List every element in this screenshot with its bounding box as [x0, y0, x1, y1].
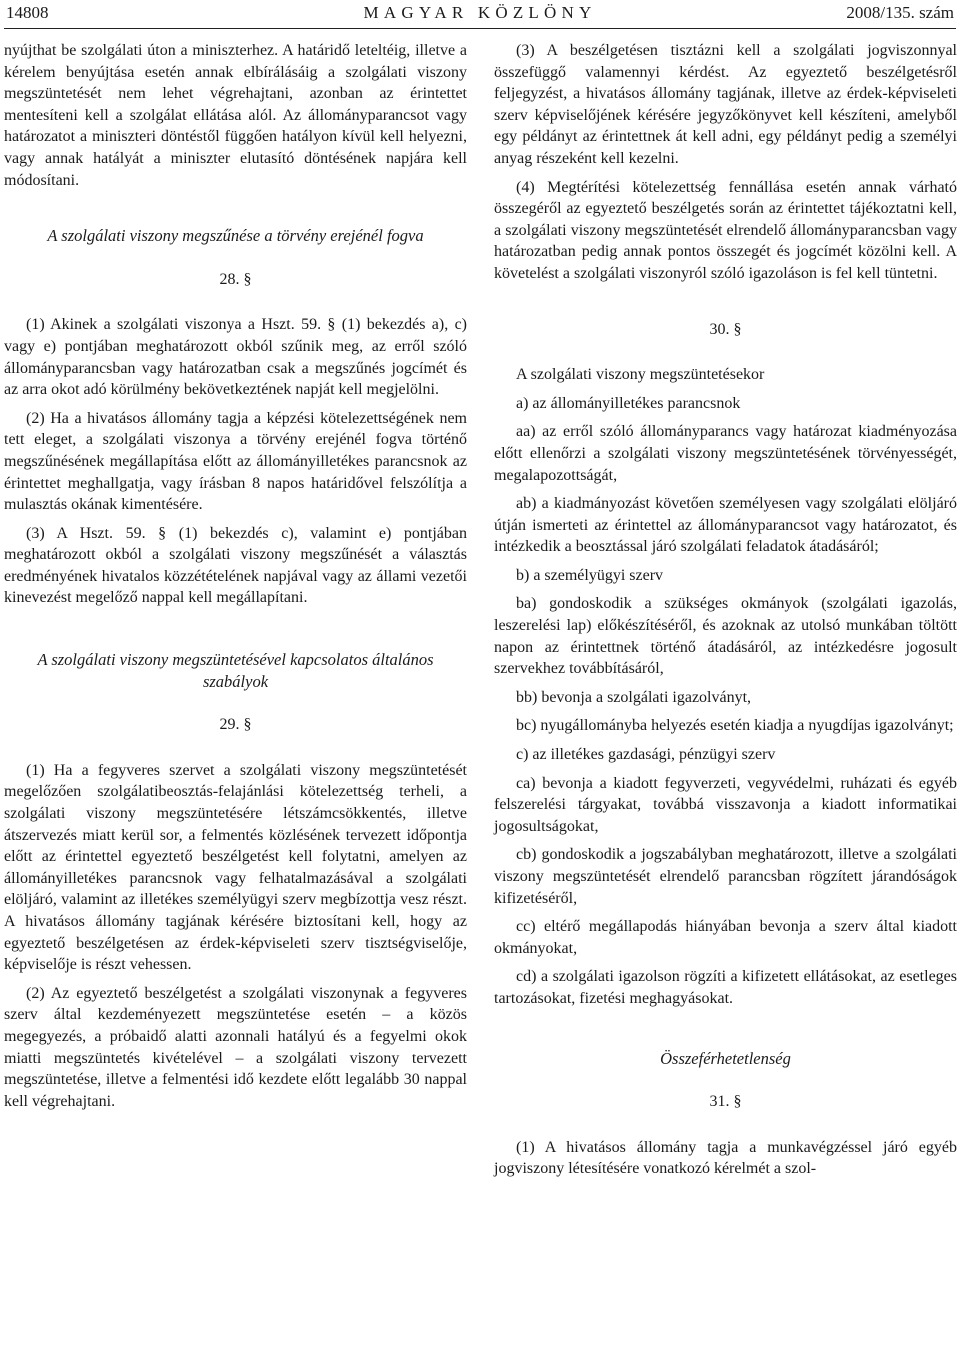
paragraph: (1) Ha a fegyveres szervet a szolgálati viszony megszüntetését megelőzően szolgálatibeosztás-felajánlási kötelezettség terheli, a szolgálati viszony megszüntetésére létszámcsökkentés, illetve átszervezés miatt kerül sor, a felmentés közlésének tervezett időpontja előtt az érintettel egyeztető beszélgetést kell folytatni, amelyen az állományilletékes parancsnok vagy felhatalmazásával a szolgálati elöljáró, valamint az illetékes személyügyi szerv megbízottja vesz részt. A hivatásos állomány tagjának kérésére biztosítani kell, hogy az egyeztető beszélgetésen az érdek-képviseleti szerv tisztségviselője, képviselője is részt vehessen.: [4, 761, 467, 974]
paragraph: (3) A Hszt. 59. § (1) bekezdés c), valamint e) pontjában meghatározott okból a szolgálati viszony megszűnését a választás eredményének hivatalos közzétételének napjával vagy az állami vezetői kinevezést megelőző nappal kell megállapítani.: [4, 524, 467, 607]
list-item: b) a személyügyi szerv: [516, 566, 664, 584]
section-heading: A szolgálati viszony megszűnése a törvény erejénél fogva: [47, 226, 424, 246]
page-header: [6, 0, 954, 26]
paragraph: (3) A beszélgetésen tisztázni kell a szolgálati jogviszonnyal összefüggő valamennyi kérdést. Az egyeztető beszélgetésről feljegyzést, a hivatásos állomány tagjának, illetve az érdek-képviseleti szerv képviselőjének kérésére jegyzőkönyvet kell készíteni, amelyből egy példányt az érintettnek át kell adni, egy példányt pedig a személyi anyag részeként kell kezelni.: [494, 42, 957, 167]
paragraph: (2) Az egyeztető beszélgetést a szolgálati viszonynak a fegyveres szerv által kezdeményezett megszüntetése esetén – a közös megegyezés, a próbaidő alatti azonnali hatályú és a fegyelmi okok miatti megszüntetés kivételével – a szolgálati viszony tervezett megszüntetése, illetve a felmentési idő kezdete előtt legalább 30 nappal kell végrehajtani.: [4, 984, 467, 1110]
section-heading: A szolgálati viszony megszüntetésével kapcsolatos általános szabályok: [37, 650, 434, 691]
list-item: ba) gondoskodik a szükséges okmányok (szolgálati igazolás, leszerelési lap) előkészítéséről, és azoknak az utolsó munkában töltött napon az érintettnek történő átadásáról, az intézkedésre jogosult szervekhez továbbításáról,: [494, 595, 957, 678]
list-item: cc) eltérő megállapodás hiányában bevonja a szerv által kiadott okmányokat,: [494, 918, 957, 957]
paragraph: A szolgálati viszony megszüntetésekor: [516, 366, 765, 384]
list-item: c) az illetékes gazdasági, pénzügyi szerv: [516, 746, 776, 764]
right-column: [494, 40, 957, 1187]
list-item: cd) a szolgálati igazolson rögzíti a kifizetett ellátásokat, az esetleges tartozásokat, fizetési meghagyásokat.: [494, 968, 957, 1007]
list-item: a) az állományilletékes parancsnok: [516, 394, 741, 412]
page-number: 14808: [6, 3, 49, 22]
issue-number: 2008/135. szám: [846, 3, 954, 22]
paragraph: (1) A hivatásos állomány tagja a munkavégzéssel járó egyéb jogviszony létesítésére vonatkozó kérelmét a szol-: [494, 1138, 957, 1178]
paragraph: (2) Ha a hivatásos állomány tagja a képzési kötelezettségének nem tett eleget, a szolgálati viszonya a törvény erejénél fogva történő megszűnésének megállapítása előtt az állományilletékes parancsnok az érintettet meghallgatja, vagy írásban 8 napos határidővel felszólítja a mulasztás okának kimentésére.: [4, 409, 467, 514]
list-item: ca) bevonja a kiadott fegyverzeti, vegyvédelmi, ruházati és egyéb felszerelési tárgyakat, továbbá visszavonja a kiadott informatikai jogosultságokat,: [494, 774, 957, 835]
section-number: 31. §: [709, 1093, 742, 1111]
list-item: ab) a kiadmányozást követően személyesen vagy szolgálati elöljáró útján ismerteti az érintettel az állományparancsot vagy határozatot, és intézkedik a beosztással járó szolgálati feladatok átadásáról;: [494, 495, 957, 556]
left-column: [4, 40, 467, 1119]
list-item: aa) az erről szóló állományparancs vagy határozat kiadményozása előtt ellenőrzi a szolgálati viszony megszüntetésének törvényességét, megalapozottságát,: [494, 423, 957, 484]
section-heading: Összeférhetetlenség: [660, 1048, 791, 1068]
paragraph: (4) Megtérítési kötelezettség fennállása esetén annak várható összegéről az egyeztető beszélgetés során az érintettet tájékoztatni kell, a szolgálati viszony megszüntetését elrendelő állományparancsban vagy határozatban pedig annak pontos összegét és jogcímét közölni kell. A követelést a szolgálati viszonyról szóló igazoláson is fel kell tüntetni.: [494, 178, 957, 282]
section-number: 28. §: [219, 270, 252, 288]
section-number: 29. §: [219, 716, 252, 734]
list-item: bc) nyugállományba helyezés esetén kiadja a nyugdíjas igazolványt;: [516, 717, 954, 735]
paragraph: (1) Akinek a szolgálati viszonya a Hszt. 59. § (1) bekezdés a), c) vagy e) pontjában meghatározott okból szűnik meg, az erről szóló állományparancsban vagy határozatban csak a megszűnés jogcímét és az arra okot adó körülmény bekövetkeztének napját kell megjelölni.: [4, 316, 467, 399]
header-rule: [4, 28, 956, 29]
paragraph: nyújthat be szolgálati úton a miniszterhez. A határidő leteltéig, illetve a kérelem benyújtása esetén annak elbírálásáig a szolgálati viszony megszüntetését nem lehet végrehajtani, azonban az érintettet mentesíteni kell a szolgálat ellátása alól. Az állományparancsot vagy határozatot a miniszteri döntéstől függően hatályon kívül kell helyezni, vagy annak hatályát a miniszter elutasító döntésének napjára kell módosítani.: [4, 42, 467, 189]
section-number: 30. §: [709, 320, 742, 338]
journal-title: MAGYAR KÖZLÖNY: [363, 3, 597, 22]
list-item: cb) gondoskodik a jogszabályban meghatározott, illetve a szolgálati viszony megszüntetését elrendelő parancsban rögzített járandóságok kifizetéséről,: [494, 846, 957, 907]
list-item: bb) bevonja a szolgálati igazolványt,: [516, 688, 752, 706]
